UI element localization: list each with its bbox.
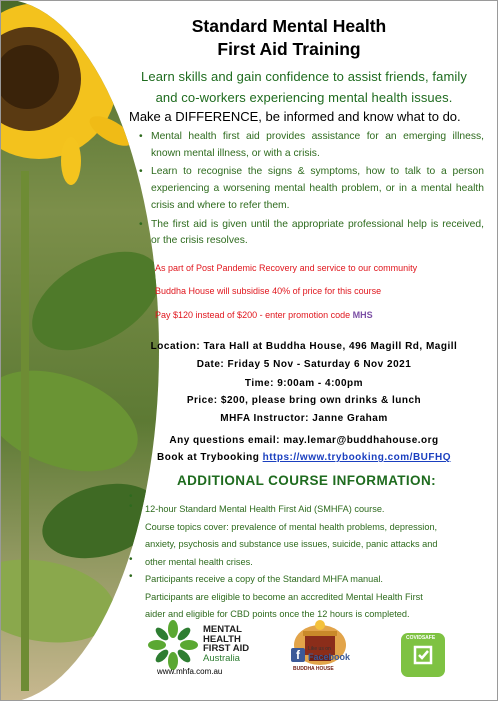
covid-safe-logo — [401, 633, 445, 677]
additional-item: Participants are eligible to become an accredited Mental Health First — [145, 591, 423, 602]
promo-line-1: As part of Post Pandemic Recovery and service to our community — [155, 263, 418, 273]
intro-line-1: Learn skills and gain confidence to assist friends, family — [141, 69, 467, 84]
mhfa-wordmark — [203, 625, 249, 663]
location: Location: Tara Hall at Buddha House, 496 Magill Rd, Magill — [150, 341, 458, 352]
promo-line-3 — [155, 310, 373, 320]
bullet-list — [139, 129, 484, 252]
price: Price: $200, please bring own drinks & lunch — [186, 395, 422, 406]
bullet-item: • Mental health first aid provides assistance for an emerging illness, known mental illness, or with a crisis. — [139, 129, 484, 162]
facebook-word: Facebook — [308, 652, 351, 662]
intro-line-2: and co-workers experiencing mental health issues. — [155, 90, 453, 105]
instructor: MHFA Instructor: Janne Graham — [220, 413, 388, 424]
promo-line-2: Buddha House will subsidise 40% of price for this course — [155, 286, 382, 296]
date: Date: Friday 5 Nov - Saturday 6 Nov 2021 — [196, 359, 412, 370]
facebook-icon: f — [291, 648, 305, 662]
questions-email: Any questions email: may.lemar@buddhahouse.org — [169, 435, 439, 446]
time: Time: 9:00am - 4:00pm — [244, 378, 364, 389]
additional-item: • Participants receive a copy of the Standard MHFA manual. — [129, 571, 489, 589]
promo-code: MHS — [352, 310, 373, 320]
facebook-like-text: Like us on — [308, 646, 331, 652]
content-column — [119, 1, 498, 701]
additional-list — [129, 491, 489, 624]
mhfa-word-4: Australia — [203, 652, 240, 664]
bullet-item: • Learn to recognise the signs & symptoms, how to talk to a person experiencing a worsening mental health problem, or in a mental health crisis and where to refer them. — [139, 164, 484, 214]
additional-item: aider and eligible for CBD points once the 12 hours is completed. — [145, 609, 410, 619]
buddha-house-label: BUDDHA HOUSE — [293, 666, 334, 672]
booking-line — [139, 452, 469, 463]
tagline: Make a DIFFERENCE, be informed and know what to do. — [129, 109, 461, 124]
title-line-2: First Aid Training — [217, 39, 361, 59]
covid-safe-label: COVIDSAFE — [406, 635, 436, 641]
additional-heading: ADDITIONAL COURSE INFORMATION: — [177, 473, 436, 488]
mhfa-word-1: MENTAL — [203, 624, 242, 635]
title-line-1: Standard Mental Health — [191, 16, 387, 36]
promo-text: Pay $120 instead of $200 - enter promotion code — [155, 310, 353, 320]
additional-item: • 12-hour Standard Mental Health First Aid (SMHFA) course. — [129, 501, 489, 519]
additional-item: Course topics cover: prevalence of mental health problems, depression, — [145, 521, 438, 532]
facebook-badge[interactable] — [291, 646, 351, 668]
mhfa-word-2: HEALTH — [203, 633, 241, 645]
bullet-item: • The first aid is given until the appropriate professional help is received, or the crisis resolves. — [139, 217, 484, 250]
empty-bullet — [129, 491, 489, 501]
booking-link[interactable]: https://www.trybooking.com/BUFHQ — [262, 452, 452, 463]
mhfa-word-3: FIRST AID — [203, 643, 250, 654]
additional-item: anxiety, psychosis and substance use issues, suicide, panic attacks and — [145, 539, 438, 549]
mhfa-url[interactable]: www.mhfa.com.au — [157, 667, 223, 676]
booking-label: Book at Trybooking — [156, 452, 263, 463]
additional-item: • other mental health crises. — [129, 554, 489, 572]
mhfa-flower-icon — [147, 619, 199, 671]
